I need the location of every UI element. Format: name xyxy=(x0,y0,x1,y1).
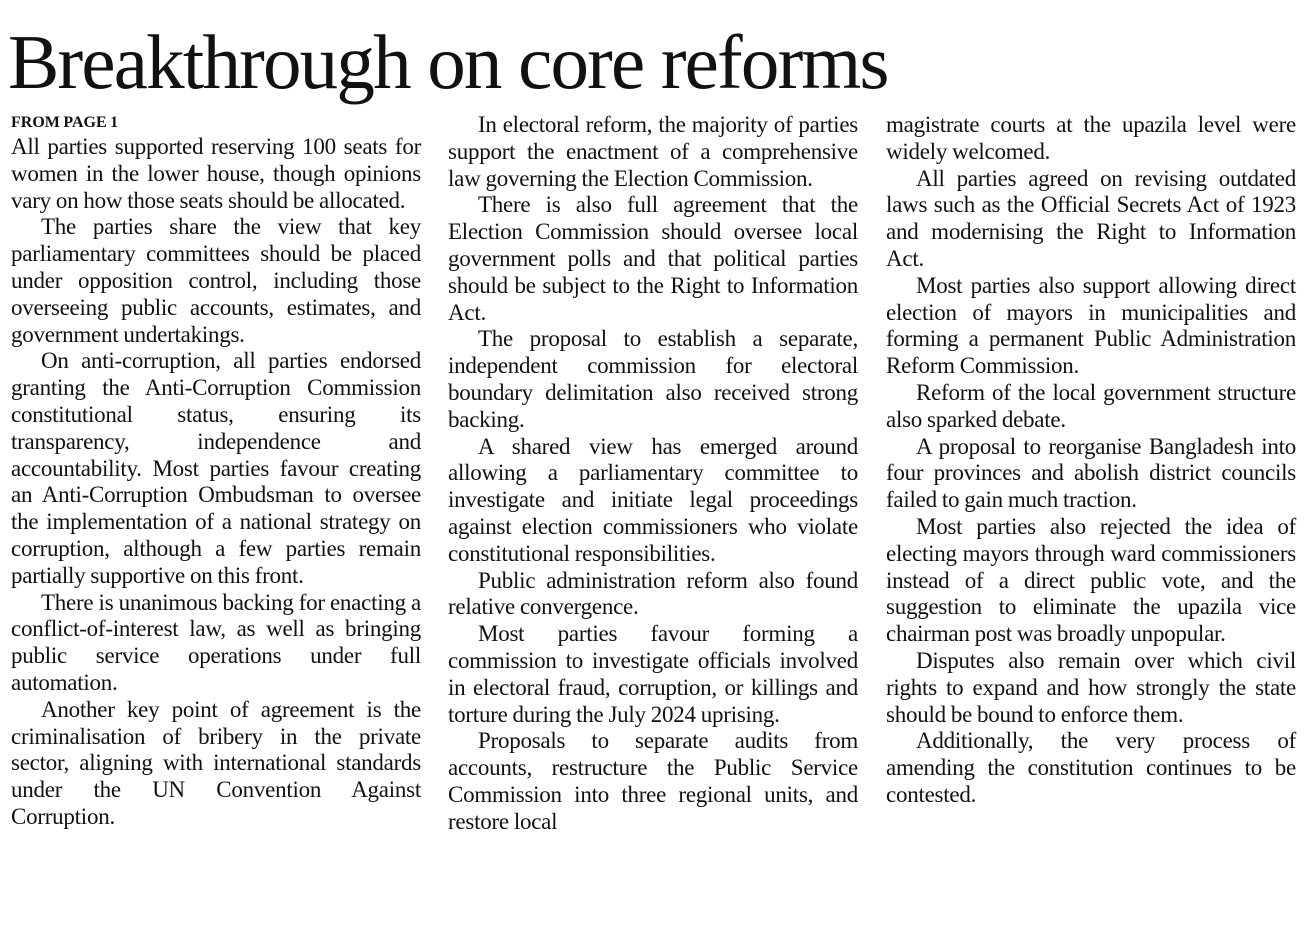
article-paragraph: On anti-corruption, all parties endorsed granting the Anti-Corruption Commission constitutional status, ensuring its transparency, independence and accountability. Most parties favour creating an Anti-Corruption Ombudsman to oversee the implementation of a national strategy on corruption, although a few parties remain partially supportive on this front. xyxy=(11,348,421,588)
article-paragraph: All parties supported reserving 100 seats for women in the lower house, though opinions vary on how those seats should be allocated. xyxy=(11,134,421,213)
article-paragraph: Most parties also rejected the idea of electing mayors through ward commissioners instead of a direct public vote, and the suggestion to eliminate the upazila vice chairman post was broadly unpopular. xyxy=(886,513,1296,647)
article-column-1 xyxy=(11,112,421,831)
article-paragraph: A shared view has emerged around allowing a parliamentary committee to investigate and initiate legal proceedings against election commissioners who violate constitutional responsibilities. xyxy=(448,433,858,566)
article-paragraph: The proposal to establish a separate, independent commission for electoral boundary delimitation also received strong backing. xyxy=(448,326,858,432)
article-paragraph: Additionally, the very process of amending the constitution continues to be contested. xyxy=(886,728,1296,807)
article-paragraph: In electoral reform, the majority of parties support the enactment of a comprehensive law governing the Election Commission. xyxy=(448,112,858,191)
article-paragraph: There is unanimous backing for enacting a conflict-of-interest law, as well as bringing public service operations under full automation. xyxy=(11,589,421,695)
continuation-kicker: FROM PAGE 1 xyxy=(11,114,119,131)
article-paragraph: Reform of the local government structure also sparked debate. xyxy=(886,379,1296,432)
article-column-2 xyxy=(448,112,858,836)
headline: Breakthrough on core reforms xyxy=(8,19,888,105)
article-paragraph: Another key point of agreement is the criminalisation of bribery in the private sector, aligning with international standards under the UN Convention Against Corruption. xyxy=(11,696,421,829)
article-paragraph: Public administration reform also found relative convergence. xyxy=(448,567,858,620)
article-paragraph: Most parties also support allowing direct election of mayors in municipalities and forming a permanent Public Administration Reform Commission. xyxy=(886,272,1296,379)
article-column-3 xyxy=(886,112,1296,809)
article-paragraph: The parties share the view that key parliamentary committees should be placed under opposition control, including those overseeing public accounts, estimates, and government undertakings. xyxy=(11,214,421,347)
article-paragraph: Most parties favour forming a commission to investigate officials involved in electoral fraud, corruption, or killings and torture during the July 2024 uprising. xyxy=(448,621,858,727)
article-paragraph: Disputes also remain over which civil rights to expand and how strongly the state should be bound to enforce them. xyxy=(886,647,1296,727)
article-paragraph: All parties agreed on revising outdated laws such as the Official Secrets Act of 1923 and modernising the Right to Information Act. xyxy=(886,165,1296,271)
article-paragraph: A proposal to reorganise Bangladesh into four provinces and abolish district councils failed to gain much traction. xyxy=(886,433,1296,513)
article-paragraph: magistrate courts at the upazila level were widely welcomed. xyxy=(886,112,1296,164)
article-paragraph: Proposals to separate audits from accounts, restructure the Public Service Commission into three regional units, and restore local xyxy=(448,728,858,834)
article-paragraph: There is also full agreement that the Election Commission should oversee local government polls and that political parties should be subject to the Right to Information Act. xyxy=(448,192,858,325)
